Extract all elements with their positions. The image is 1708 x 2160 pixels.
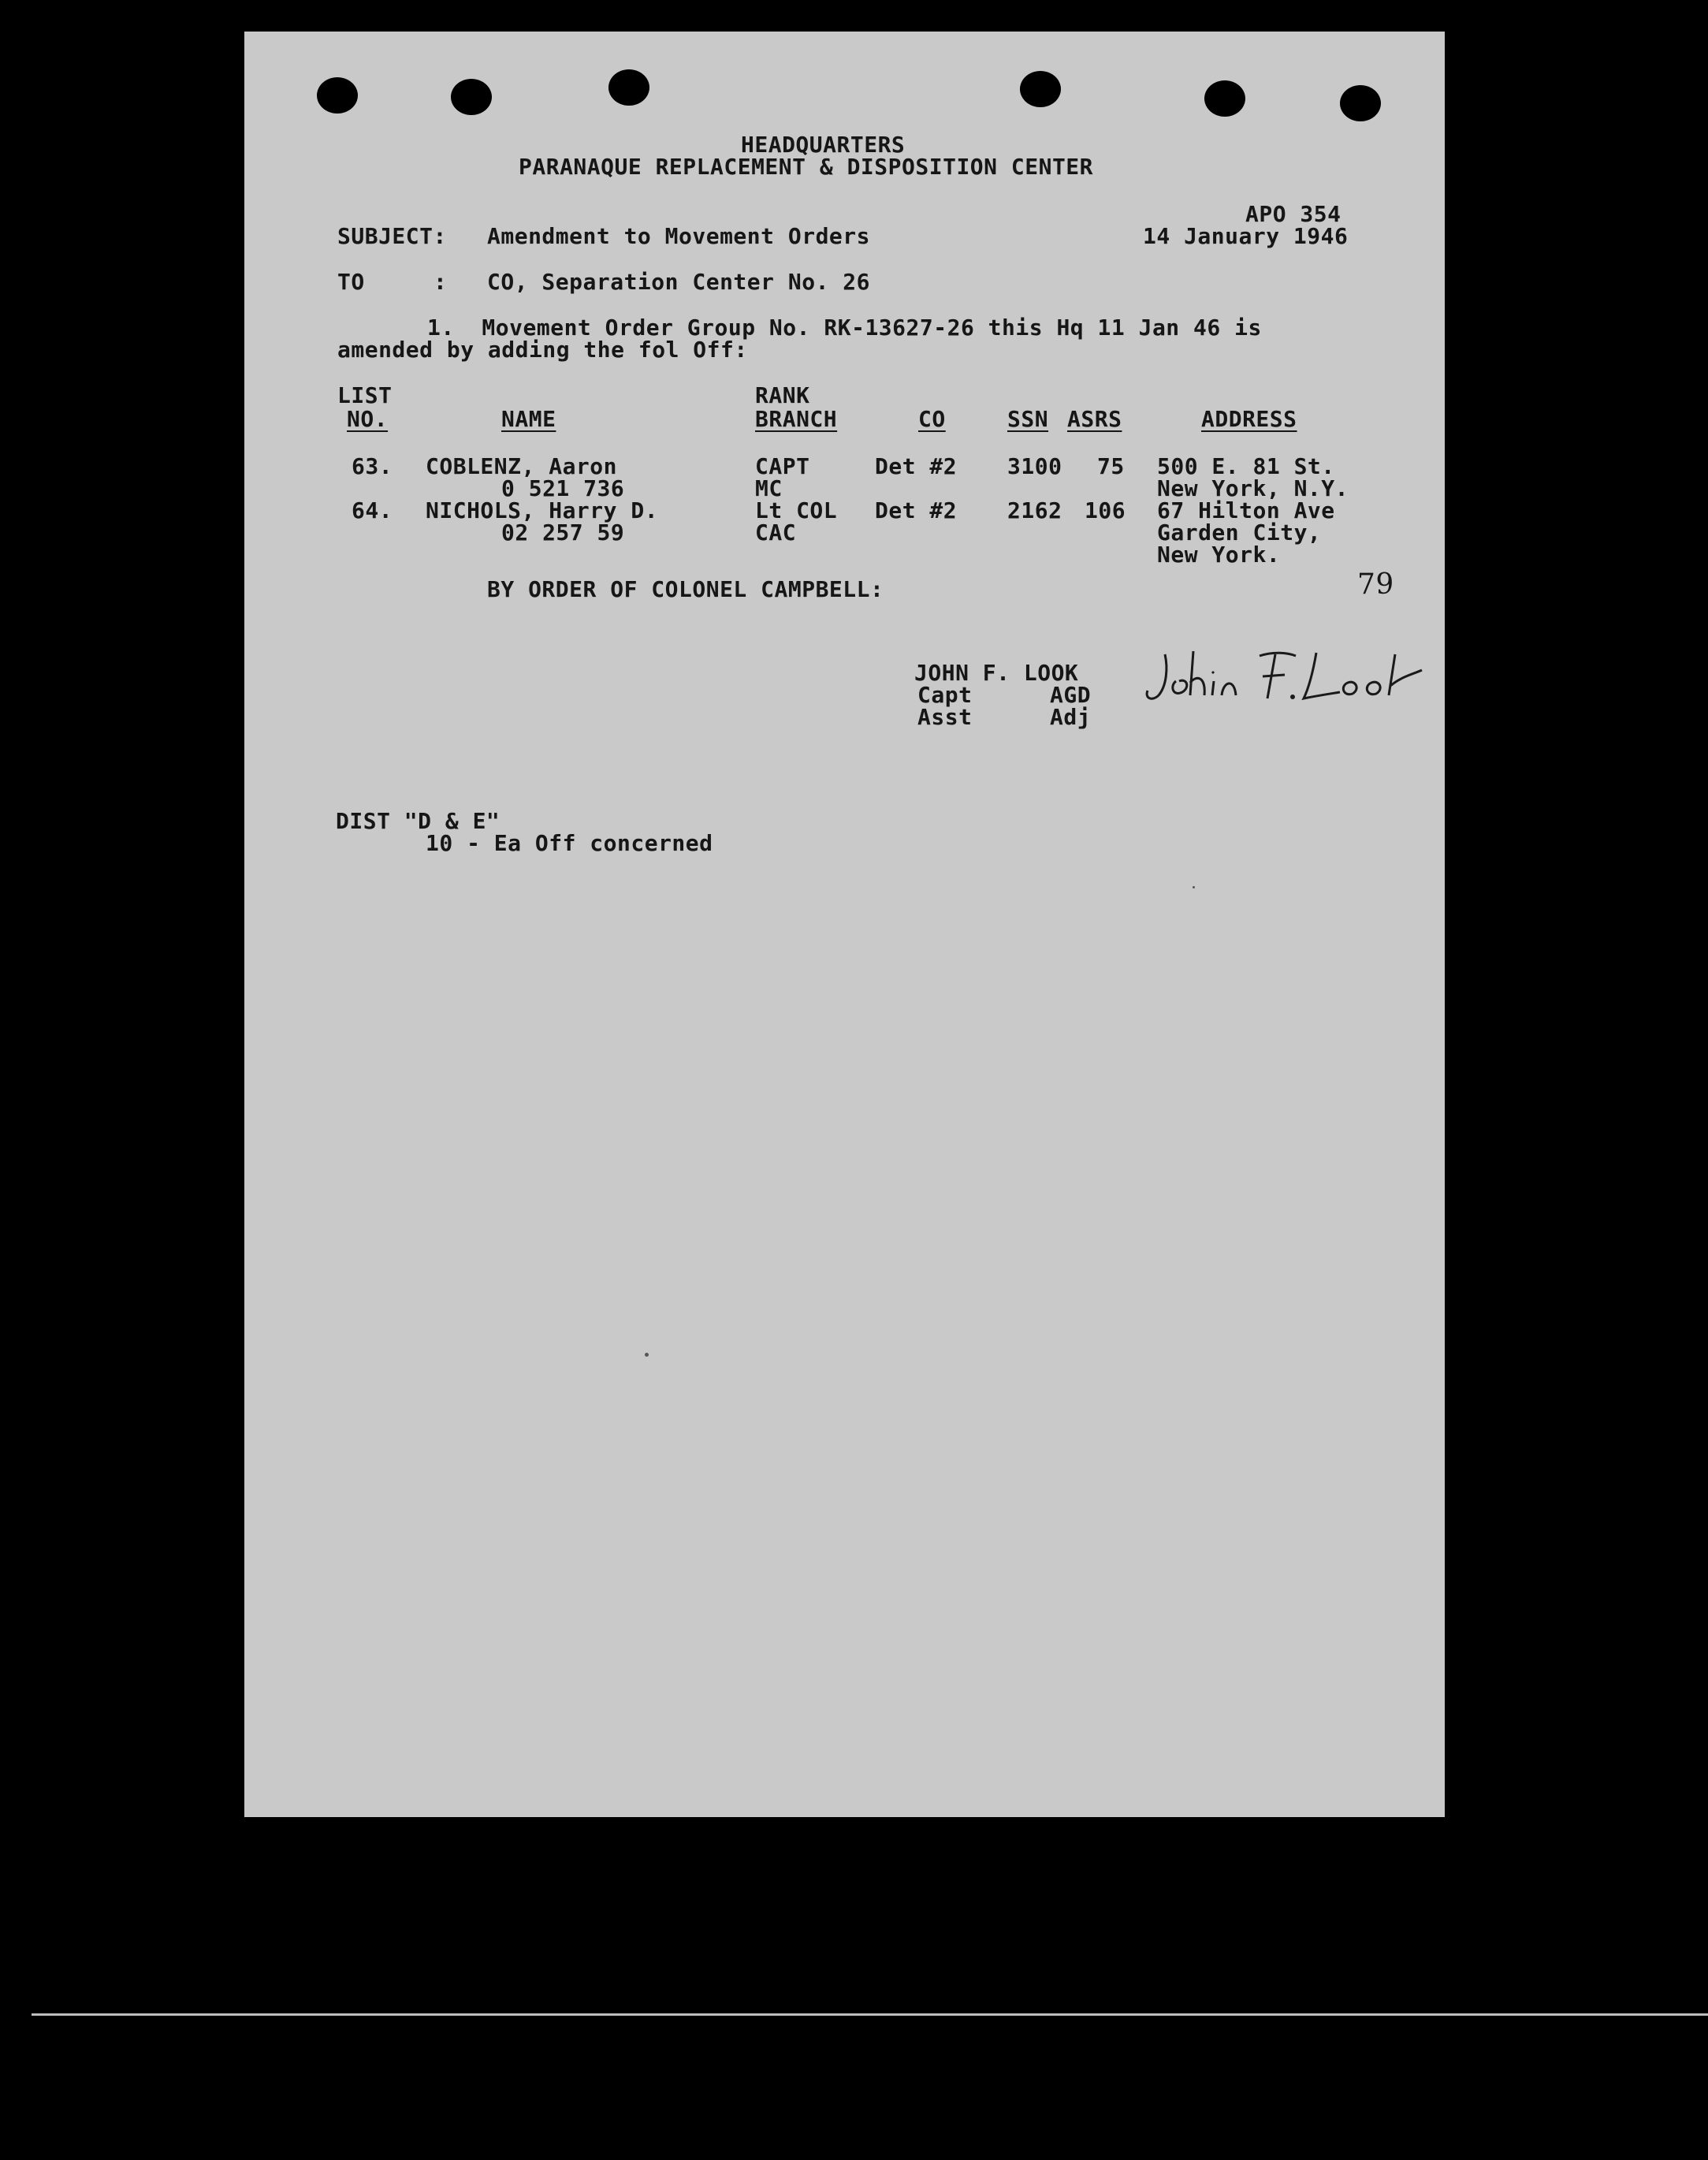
row-address-line: New York, N.Y. bbox=[1157, 475, 1349, 501]
scan-edge-line bbox=[32, 2013, 1708, 2016]
col-header-asrs: ASRS bbox=[1067, 406, 1122, 432]
row-rank: CAPT bbox=[755, 453, 810, 479]
row-branch: CAC bbox=[755, 520, 797, 546]
row-branch: MC bbox=[755, 475, 783, 501]
row-co: Det #2 bbox=[875, 453, 958, 479]
signer-title: Asst bbox=[917, 704, 973, 730]
row-address-line: New York. bbox=[1157, 542, 1281, 568]
ink-speck bbox=[1193, 886, 1195, 888]
col-header-branch: BRANCH bbox=[755, 406, 838, 432]
punch-hole-icon bbox=[451, 79, 492, 115]
paragraph-1-line1: 1. Movement Order Group No. RK-13627-26 this Hq 11 Jan 46 is bbox=[427, 315, 1262, 341]
col-header-list-top: LIST bbox=[337, 382, 393, 408]
col-header-name: NAME bbox=[501, 406, 556, 432]
signer-title-suffix: Adj bbox=[1050, 704, 1092, 730]
col-header-address: ADDRESS bbox=[1201, 406, 1297, 432]
row-ssn: 3100 bbox=[1007, 453, 1062, 479]
row-address-line: 500 E. 81 St. bbox=[1157, 453, 1335, 479]
to-value: CO, Separation Center No. 26 bbox=[487, 269, 871, 295]
row-name: NICHOLS, Harry D. bbox=[426, 497, 659, 523]
col-header-rank: RANK bbox=[755, 382, 810, 408]
signer-rank: Capt bbox=[917, 682, 973, 708]
distribution-label: DIST "D & E" bbox=[336, 808, 500, 834]
punch-hole-icon bbox=[317, 77, 358, 114]
row-asrs: 75 bbox=[1097, 453, 1125, 479]
distribution-line: 10 - Ea Off concerned bbox=[426, 830, 713, 856]
apo-number: APO 354 bbox=[1245, 201, 1341, 227]
row-ssn: 2162 bbox=[1007, 497, 1062, 523]
ink-speck bbox=[645, 1353, 649, 1357]
signer-branch: AGD bbox=[1050, 682, 1092, 708]
document-date: 14 January 1946 bbox=[1143, 223, 1349, 249]
paragraph-1-line2: amended by adding the fol Off: bbox=[337, 337, 748, 363]
page-number: 79 bbox=[1357, 568, 1394, 601]
signer-name: JOHN F. LOOK bbox=[914, 660, 1079, 686]
row-serial: 02 257 59 bbox=[501, 520, 625, 546]
punch-hole-icon bbox=[608, 69, 649, 106]
col-header-co: CO bbox=[918, 406, 946, 432]
punch-hole-icon bbox=[1204, 80, 1245, 117]
row-list-no: 64. bbox=[352, 497, 393, 523]
row-asrs: 106 bbox=[1085, 497, 1126, 523]
row-list-no: 63. bbox=[352, 453, 393, 479]
subject-label: SUBJECT: bbox=[337, 223, 447, 249]
header-line1: HEADQUARTERS bbox=[741, 132, 906, 158]
document-page bbox=[244, 32, 1445, 1817]
col-header-list-no: NO. bbox=[347, 406, 389, 432]
row-name: COBLENZ, Aaron bbox=[426, 453, 618, 479]
row-rank: Lt COL bbox=[755, 497, 838, 523]
to-label: TO bbox=[337, 269, 365, 295]
row-address-line: 67 Hilton Ave bbox=[1157, 497, 1335, 523]
col-header-ssn: SSN bbox=[1007, 406, 1049, 432]
by-order-line: BY ORDER OF COLONEL CAMPBELL: bbox=[487, 576, 884, 602]
handwritten-signature bbox=[1141, 637, 1425, 724]
row-address-line: Garden City, bbox=[1157, 520, 1322, 546]
subject-value: Amendment to Movement Orders bbox=[487, 223, 871, 249]
row-serial: 0 521 736 bbox=[501, 475, 625, 501]
punch-hole-icon bbox=[1020, 71, 1061, 107]
punch-hole-icon bbox=[1340, 85, 1381, 121]
row-co: Det #2 bbox=[875, 497, 958, 523]
header-line2: PARANAQUE REPLACEMENT & DISPOSITION CENTER bbox=[519, 154, 1094, 180]
to-separator: : bbox=[434, 269, 448, 295]
